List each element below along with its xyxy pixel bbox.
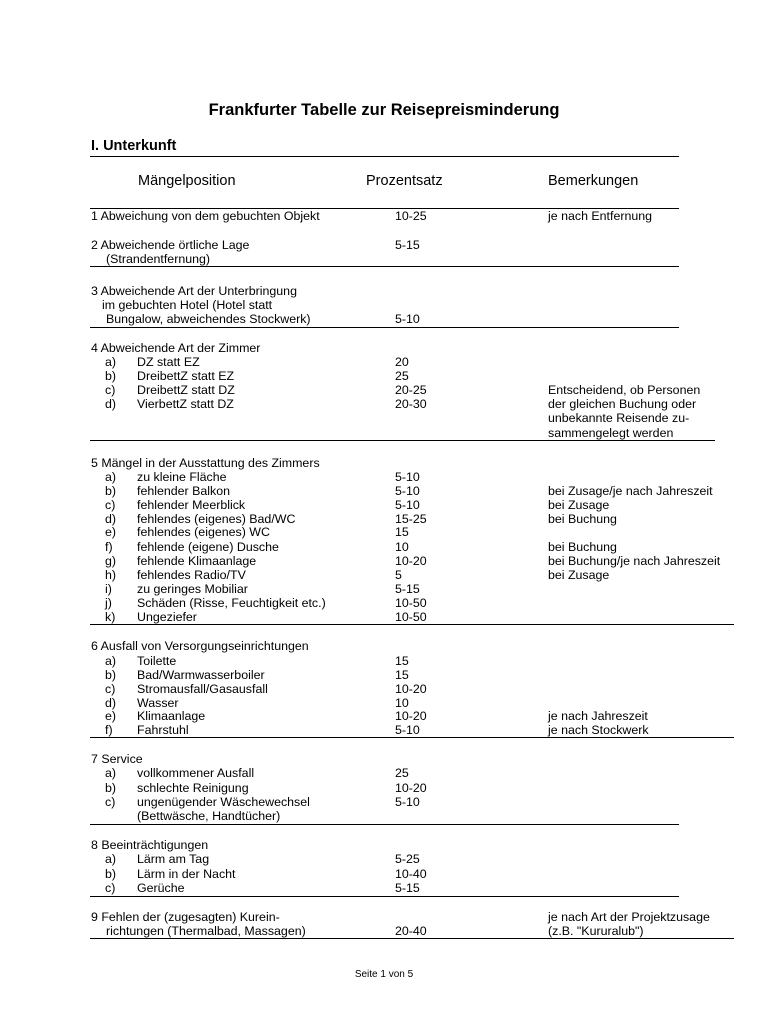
item-letter: e) xyxy=(105,709,117,723)
item-remark: Entscheidend, ob Personen xyxy=(548,383,701,397)
item-text: Stromausfall/Gasausfall xyxy=(137,682,268,696)
item-remark: je nach Entfernung xyxy=(548,209,653,223)
item-text: 9 Fehlen der (zugesagten) Kurein- xyxy=(91,910,280,924)
item-letter: d) xyxy=(105,512,117,526)
item-percent: 20-40 xyxy=(395,924,427,938)
item-percent: 5-10 xyxy=(395,498,420,512)
item-text: 8 Beeinträchtigungen xyxy=(91,838,209,852)
item-percent: 5-10 xyxy=(395,470,420,484)
item-text: DreibettZ statt DZ xyxy=(137,383,235,397)
item-letter: b) xyxy=(105,867,117,881)
item-remark: bei Buchung xyxy=(548,512,617,526)
page-footer: Seite 1 von 5 xyxy=(354,969,414,980)
item-text: fehlender Balkon xyxy=(137,484,230,498)
item-text: fehlende Klimaanlage xyxy=(137,554,257,568)
item-text: VierbettZ statt DZ xyxy=(137,397,234,411)
table-rule xyxy=(90,327,679,328)
item-text: Wasser xyxy=(137,696,179,710)
item-text: Klimaanlage xyxy=(137,709,206,723)
item-text: 2 Abweichende örtliche Lage xyxy=(91,238,250,252)
item-percent: 10-20 xyxy=(395,709,427,723)
item-percent: 15 xyxy=(395,525,409,539)
item-text: (Strandentfernung) xyxy=(106,252,211,266)
item-text: 3 Abweichende Art der Unterbringung xyxy=(91,284,297,298)
item-text: zu kleine Fläche xyxy=(137,470,227,484)
item-text: 5 Mängel in der Ausstattung des Zimmers xyxy=(91,456,320,470)
item-text: 1 Abweichung von dem gebuchten Objekt xyxy=(91,209,320,223)
item-percent: 5-10 xyxy=(395,795,420,809)
item-remark: je nach Stockwerk xyxy=(548,723,649,737)
item-text: Bungalow, abweichendes Stockwerk) xyxy=(106,312,311,326)
item-text: 7 Service xyxy=(91,752,143,766)
column-header-percent: Prozentsatz xyxy=(366,173,443,189)
item-letter: j) xyxy=(105,596,112,610)
item-remark: bei Zusage/je nach Jahreszeit xyxy=(548,484,713,498)
item-remark: je nach Art der Projektzusage xyxy=(548,910,710,924)
item-percent: 15-25 xyxy=(395,512,427,526)
item-percent: 5-10 xyxy=(395,312,420,326)
item-letter: b) xyxy=(105,668,117,682)
item-letter: a) xyxy=(105,470,117,484)
item-remark: bei Buchung xyxy=(548,540,617,554)
section-heading: I. Unterkunft xyxy=(91,138,177,154)
item-text: zu geringes Mobiliar xyxy=(137,582,248,596)
item-percent: 5 xyxy=(395,568,402,582)
item-percent: 15 xyxy=(395,668,409,682)
item-letter: d) xyxy=(105,397,117,411)
item-text: DZ statt EZ xyxy=(137,355,200,369)
document-title: Frankfurter Tabelle zur Reisepreisminderung xyxy=(208,101,560,119)
column-header-remarks: Bemerkungen xyxy=(548,173,639,189)
table-rule xyxy=(90,208,679,209)
item-percent: 5-25 xyxy=(395,852,420,866)
item-text: im gebuchten Hotel (Hotel statt xyxy=(102,298,273,312)
table-rule xyxy=(90,440,715,441)
item-remark: sammengelegt werden xyxy=(548,426,674,440)
item-percent: 5-10 xyxy=(395,723,420,737)
item-remark: der gleichen Buchung oder xyxy=(548,397,697,411)
item-percent: 25 xyxy=(395,766,409,780)
item-percent: 10 xyxy=(395,696,409,710)
item-percent: 10-20 xyxy=(395,682,427,696)
item-letter: k) xyxy=(105,610,116,624)
item-percent: 5-15 xyxy=(395,582,420,596)
column-header-position: Mängelposition xyxy=(138,173,236,189)
item-text: Fahrstuhl xyxy=(137,723,189,737)
item-text: DreibettZ statt EZ xyxy=(137,369,235,383)
item-letter: a) xyxy=(105,766,117,780)
item-letter: b) xyxy=(105,484,117,498)
item-remark: je nach Jahreszeit xyxy=(548,709,648,723)
item-percent: 10-50 xyxy=(395,596,427,610)
item-remark: bei Zusage xyxy=(548,568,610,582)
item-percent: 15 xyxy=(395,654,409,668)
item-letter: e) xyxy=(105,525,117,539)
item-percent: 5-15 xyxy=(395,881,420,895)
item-text: Lärm am Tag xyxy=(137,852,210,866)
item-letter: a) xyxy=(105,852,117,866)
item-text: richtungen (Thermalbad, Massagen) xyxy=(106,924,306,938)
item-letter: c) xyxy=(105,881,116,895)
item-remark: bei Buchung/je nach Jahreszeit xyxy=(548,554,721,568)
item-percent: 5-10 xyxy=(395,484,420,498)
item-text: Ungeziefer xyxy=(137,610,197,624)
item-letter: f) xyxy=(105,540,113,554)
item-letter: b) xyxy=(105,781,117,795)
table-rule xyxy=(90,266,679,267)
table-rule xyxy=(90,938,734,939)
item-percent: 20-25 xyxy=(395,383,427,397)
item-text: Bad/Warmwasserboiler xyxy=(137,668,265,682)
item-text: fehlendes (eigenes) Bad/WC xyxy=(137,512,296,526)
item-text: fehlende (eigene) Dusche xyxy=(137,540,279,554)
item-percent: 5-15 xyxy=(395,238,420,252)
table-rule xyxy=(90,824,679,825)
item-letter: h) xyxy=(105,568,117,582)
item-letter: c) xyxy=(105,795,116,809)
item-letter: g) xyxy=(105,554,117,568)
item-text: schlechte Reinigung xyxy=(137,781,249,795)
item-text: fehlendes Radio/TV xyxy=(137,568,246,582)
item-percent: 20-30 xyxy=(395,397,427,411)
item-text: 6 Ausfall von Versorgungseinrichtungen xyxy=(91,639,309,653)
item-text: Gerüche xyxy=(137,881,185,895)
item-percent: 10-20 xyxy=(395,554,427,568)
item-text: 4 Abweichende Art der Zimmer xyxy=(91,341,261,355)
item-letter: c) xyxy=(105,383,116,397)
item-percent: 10-50 xyxy=(395,610,427,624)
item-letter: c) xyxy=(105,682,116,696)
item-remark: bei Zusage xyxy=(548,498,610,512)
item-text: ungenügender Wäschewechsel xyxy=(137,795,310,809)
item-letter: d) xyxy=(105,696,117,710)
item-percent: 10-40 xyxy=(395,867,427,881)
item-percent: 20 xyxy=(395,355,409,369)
item-letter: a) xyxy=(105,355,117,369)
item-text: (Bettwäsche, Handtücher) xyxy=(137,809,281,823)
item-letter: c) xyxy=(105,498,116,512)
item-percent: 10 xyxy=(395,540,409,554)
item-letter: a) xyxy=(105,654,117,668)
item-text: vollkommener Ausfall xyxy=(137,766,255,780)
item-text: Toilette xyxy=(137,654,177,668)
section-rule xyxy=(90,156,679,157)
table-rule xyxy=(90,737,734,738)
item-letter: b) xyxy=(105,369,117,383)
item-percent: 10-20 xyxy=(395,781,427,795)
item-remark: (z.B. "Kururalub") xyxy=(548,924,644,938)
item-letter: i) xyxy=(105,582,112,596)
table-rule xyxy=(90,624,734,625)
item-text: fehlendes (eigenes) WC xyxy=(137,525,270,539)
item-remark: unbekannte Reisende zu- xyxy=(548,411,690,425)
item-text: Lärm in der Nacht xyxy=(137,867,236,881)
item-letter: f) xyxy=(105,723,113,737)
item-text: fehlender Meerblick xyxy=(137,498,246,512)
item-text: Schäden (Risse, Feuchtigkeit etc.) xyxy=(137,596,326,610)
item-percent: 25 xyxy=(395,369,409,383)
table-rule xyxy=(90,896,679,897)
item-percent: 10-25 xyxy=(395,209,427,223)
